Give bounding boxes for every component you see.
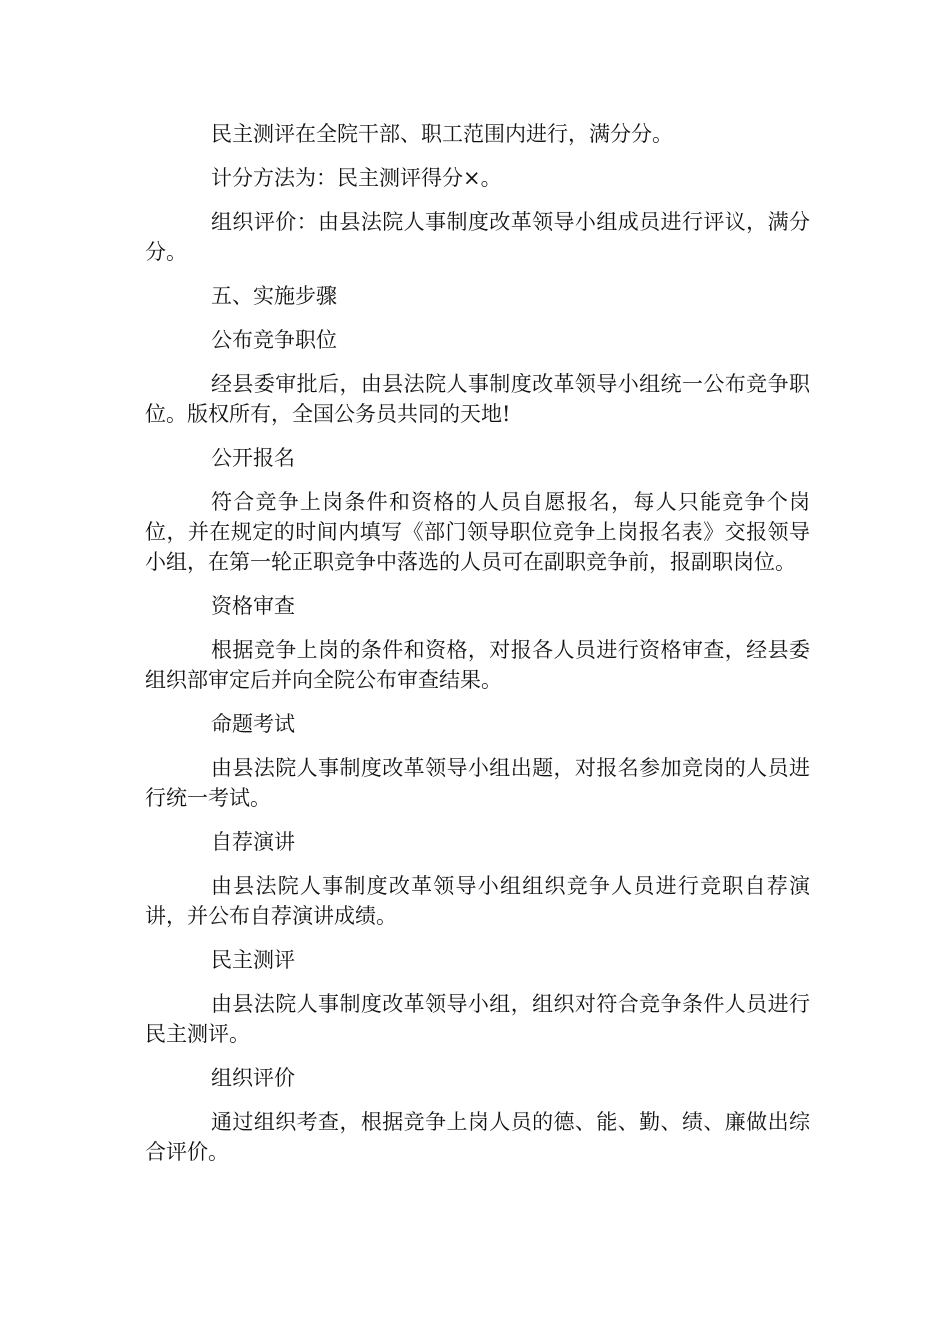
paragraph: 由县法院人事制度改革领导小组出题，对报名参加竞岗的人员进行统一考试。: [145, 756, 810, 810]
paragraph: 由县法院人事制度改革领导小组组织竞争人员进行竞职自荐演讲，并公布自荐演讲成绩。: [145, 874, 810, 928]
paragraph: 由县法院人事制度改革领导小组，组织对符合竞争条件人员进行民主测评。: [145, 992, 810, 1046]
step-heading: 公开报名: [211, 446, 295, 470]
paragraph: 根据竞争上岗的条件和资格，对报各人员进行资格审查，经县委组织部审定后并向全院公布审查结果。: [145, 638, 810, 692]
paragraph: 民主测评在全院干部、职工范围内进行，满分分。: [211, 122, 673, 146]
document-body: [145, 119, 810, 1181]
paragraph: 组织评价：由县法院人事制度改革领导小组成员进行评议，满分分。: [145, 210, 810, 264]
paragraph: 通过组织考查，根据竞争上岗人员的德、能、勤、绩、廉做出综合评价。: [145, 1110, 810, 1164]
step-heading: 民主测评: [211, 948, 295, 972]
step-heading: 命题考试: [211, 712, 295, 736]
paragraph: 计分方法为：民主测评得分×。: [211, 166, 502, 190]
section-heading: 五、实施步骤: [211, 284, 337, 308]
step-heading: 公布竞争职位: [211, 328, 337, 352]
paragraph: 经县委审批后，由县法院人事制度改革领导小组统一公布竞争职位。版权所有，全国公务员共同的天地!: [145, 372, 810, 426]
step-heading: 组织评价: [211, 1066, 295, 1090]
step-heading: 自荐演讲: [211, 830, 295, 854]
paragraph: 符合竞争上岗条件和资格的人员自愿报名，每人只能竞争个岗位，并在规定的时间内填写《部门领导职位竞争上岗报名表》交报领导小组，在第一轮正职竞争中落选的人员可在副职竞争前，报副职岗位。: [145, 490, 810, 574]
step-heading: 资格审查: [211, 594, 295, 618]
